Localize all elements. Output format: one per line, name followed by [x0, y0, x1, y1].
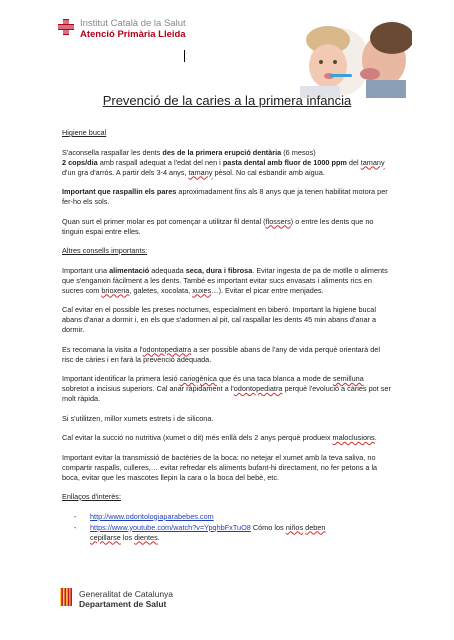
org-line2: Atenció Primària Lleida — [80, 29, 186, 40]
paragraph-lesion: Important identificar la primera lesió cariogènica que és una taca blanca a mode de semilluna sobretot a incisius superiors. Cal anar ràpidament a l'odontopediatra perquè l'evolució a càries pot ser molt ràpida. — [62, 374, 391, 403]
list-item: - https://www.youtube.com/watch?v=YpqhbFxTuO8 Cómo los niños deben cepillarse los dientes. — [90, 523, 392, 543]
link-odontologia[interactable]: http://www.odontologiaparabebes.com — [90, 511, 214, 521]
paragraph-dentist-visit: Es recomana la visita a l'odontopediatra a ser possible abans de l'any de vida perquè orientarà del risc de càries i en farà la prevenció adequada. — [62, 344, 380, 364]
section-heading-other-advice: Altres consells importants: — [62, 246, 148, 255]
generalitat-logo-icon — [60, 588, 72, 606]
org-line1: Institut Català de la Salut — [80, 18, 186, 29]
header-org-name — [80, 18, 186, 40]
paragraph-diet: Important una alimentació adequada seca, dura i fibrosa. Evitar ingesta de pa de motlle o aliments que s'enganxin fàcilment a les dents. També es important evitar sucs envasats i aliments rics en sucres com brioxeria, galetes, xocolata, xuxes…). Evitar el picar entre menjades. — [62, 265, 388, 295]
paragraph-pacifiers: Si s'utilitzen, millor xumets estrets i de silicona. — [62, 413, 214, 423]
paragraph-night-feeding: Cal evitar en el possible les preses nocturnes, especialment en biberó. Important la higiene bucal abans d'anar a dormir i, en els que s'adormen al pit, cal raspallar les dents 45 min abans d'anar a dormir. — [62, 305, 377, 334]
section-heading-oral-hygiene: Higiene bucal — [62, 128, 107, 137]
footer-line1: Generalitat de Catalunya — [79, 589, 174, 599]
paragraph-bacteria: Important evitar la transmissió de bactèries de la boca: no netejar el xumet amb la teva saliva, no compartir raspalls, culleres,… evitar refredar els aliments bufant-hi directament, no fer petons a la boca, evitar que les mascotes llepin la cara o la boca del bebè, etc. — [62, 452, 378, 482]
list-item — [90, 512, 392, 522]
link-youtube[interactable]: https://www.youtube.com/watch?v=YpqhbFxTuO8 — [90, 522, 251, 532]
paragraph-floss: Quan surt el primer molar es pot començar a utilitzar fil dental (flossers) o entre les dents que no tinguin espai entre elles. — [62, 216, 374, 236]
ics-cross-logo-icon — [58, 19, 74, 35]
paragraph-parents-brush: Important que raspallin els pares aproximadament fins als 8 anys que ja tenen habilitat motora per fer-ho els sols. — [62, 187, 388, 206]
footer-dept-name — [79, 589, 173, 609]
document-body — [62, 128, 392, 544]
paragraph-suction: Cal evitar la succió no nutritiva (xumet o dit) més enllà dels 2 anys perquè produeix maloclusions. — [62, 433, 377, 442]
section-heading-links: Enllaços d'interès: — [62, 492, 121, 501]
text-cursor — [184, 50, 185, 62]
child-brushing-photo — [300, 22, 412, 98]
footer-line2: Departament de Salut — [79, 599, 167, 609]
links-list — [62, 512, 392, 543]
page-title: Prevenció de la caries a la primera infancia — [102, 93, 352, 108]
paragraph-brushing: S'aconsella raspallar les dents des de la primera erupció dentària (6 mesos) 2 cops/dia amb raspall adequat a l'edat del nen i pasta dental amb fluor de 1000 ppm del tamany d'un gra d'arròs. A partir dels 3-4 anys, tamany pèsol. No cal esbandir amb aigua. — [62, 147, 385, 177]
